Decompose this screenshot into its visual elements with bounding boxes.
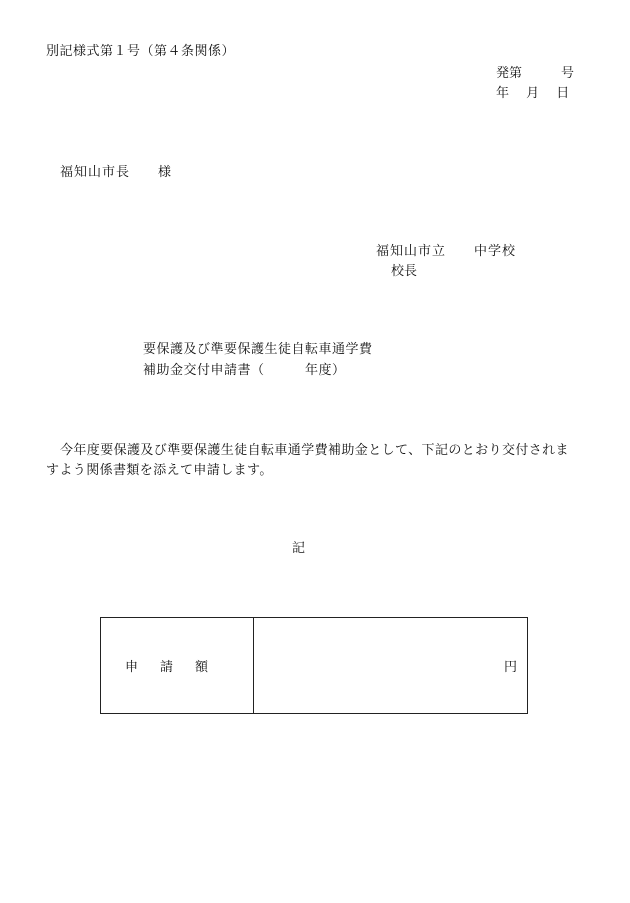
- amount-table: [100, 617, 528, 714]
- ki-heading: 記: [292, 541, 306, 556]
- amount-label: 申請額: [125, 660, 231, 675]
- form-label: 別記様式第１号（第４条関係）: [46, 44, 236, 59]
- issue-date: 年 月 日: [496, 86, 570, 101]
- addressee: 福知山市長 様: [60, 165, 173, 180]
- table-divider: [253, 618, 254, 713]
- document-title-line1: 要保護及び準要保護生徒自転車通学費: [143, 342, 373, 357]
- sender-school: 福知山市立 中学校: [376, 244, 517, 259]
- sender-principal: 校長: [391, 264, 418, 279]
- body-paragraph: 今年度要保護及び準要保護生徒自転車通学費補助金として、下記のとおり交付されますよう関係書類を添えて申請します。: [46, 443, 569, 478]
- issue-number: 発第 号: [496, 66, 575, 81]
- document-title-line2: 補助金交付申請書（ 年度）: [143, 363, 346, 378]
- amount-unit: 円: [503, 660, 517, 675]
